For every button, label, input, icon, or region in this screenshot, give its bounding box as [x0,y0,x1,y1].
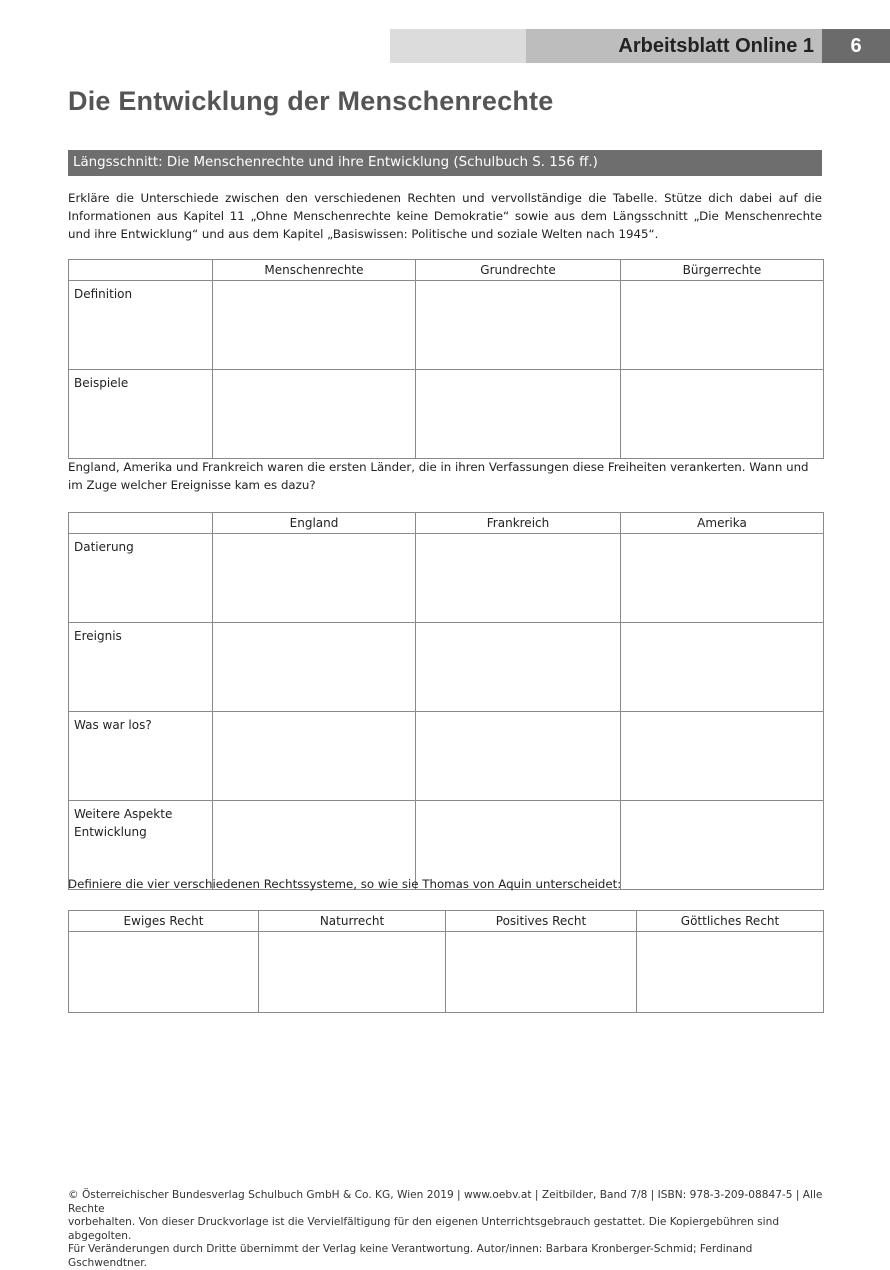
answer-cell[interactable] [416,712,621,801]
answer-cell[interactable] [621,623,824,712]
answer-cell[interactable] [213,534,416,623]
answer-cell[interactable] [621,534,824,623]
copyright-footer [68,1189,828,1270]
answer-cell[interactable] [213,281,416,370]
answer-cell[interactable] [259,932,446,1013]
column-header: Grundrechte [416,260,621,281]
answer-cell[interactable] [621,281,824,370]
header-band-light [390,29,526,63]
table-header-row [69,260,824,281]
table-row [69,712,824,801]
page-title: Die Entwicklung der Menschenrechte [68,86,554,116]
column-header: England [213,513,416,534]
footer-line: © Österreichischer Bundesverlag Schulbuch GmbH & Co. KG, Wien 2019 | www.oebv.at | Zeitbilder, Band 7/8 | ISBN: 978-3-209-08847-5 | Alle Rechte [68,1189,823,1215]
answer-cell[interactable] [416,534,621,623]
row-label: Was war los? [69,712,213,801]
row-label: Datierung [69,534,213,623]
answer-cell[interactable] [213,623,416,712]
rights-table [68,259,824,459]
instruction-3: Definiere die vier verschiedenen Rechtssysteme, so wie sie Thomas von Aquin unterscheidet: [68,877,622,891]
column-header: Positives Recht [446,911,637,932]
column-header: Frankreich [416,513,621,534]
table-header-row [69,513,824,534]
row-label: Ereignis [69,623,213,712]
answer-cell[interactable] [416,370,621,459]
instruction-1: Erkläre die Unterschiede zwischen den verschiedenen Rechten und vervollständige die Tabelle. Stütze dich dabei auf die Informationen aus Kapitel 11 „Ohne Menschenrechte keine Demokratie“ sowie aus dem Längsschnitt „Die Menschenrechte und ihre Entwicklung“ und aus dem Kapitel „Basiswissen: Politische und soziale Welten nach 1945“. [68,191,822,241]
answer-cell[interactable] [213,370,416,459]
column-header: Ewiges Recht [69,911,259,932]
row-label: Beispiele [69,370,213,459]
column-header: Bürgerrechte [621,260,824,281]
table-row [69,623,824,712]
table-row [69,534,824,623]
column-header: Amerika [621,513,824,534]
page-number: 6 [822,29,890,63]
row-label: Definition [69,281,213,370]
row-label: Weitere Aspekte Entwicklung [69,801,213,890]
legal-systems-table [68,910,824,1013]
table-corner-cell [69,260,213,281]
table-row [69,281,824,370]
column-header: Göttliches Recht [637,911,824,932]
answer-cell[interactable] [416,281,621,370]
instruction-2: England, Amerika und Frankreich waren die ersten Länder, die in ihren Verfassungen diese Freiheiten verankerten. Wann und im Zuge welcher Ereignisse kam es dazu? [68,460,809,492]
column-header: Menschenrechte [213,260,416,281]
table-header-row [69,911,824,932]
column-header: Naturrecht [259,911,446,932]
answer-cell[interactable] [637,932,824,1013]
footer-line: Für Veränderungen durch Dritte übernimmt der Verlag keine Verantwortung. Autor/innen: Barbara Kronberger-Schmid; Ferdinand Gschwendtner. [68,1243,753,1269]
footer-line: vorbehalten. Von dieser Druckvorlage ist die Vervielfältigung für den eigenen Unterrichtsgebrauch gestattet. Die Kopiergebühren sind abgegolten. [68,1216,780,1242]
worksheet-label: Arbeitsblatt Online 1 [618,35,814,57]
answer-cell[interactable] [621,370,824,459]
section-title: Längsschnitt: Die Menschenrechte und ihre Entwicklung (Schulbuch S. 156 ff.) [68,150,822,176]
answer-cell[interactable] [69,932,259,1013]
table-row [69,370,824,459]
answer-cell[interactable] [446,932,637,1013]
answer-cell[interactable] [621,712,824,801]
answer-cell[interactable] [213,712,416,801]
table-corner-cell [69,513,213,534]
countries-table [68,512,824,890]
answer-cell[interactable] [416,623,621,712]
table-row [69,932,824,1013]
